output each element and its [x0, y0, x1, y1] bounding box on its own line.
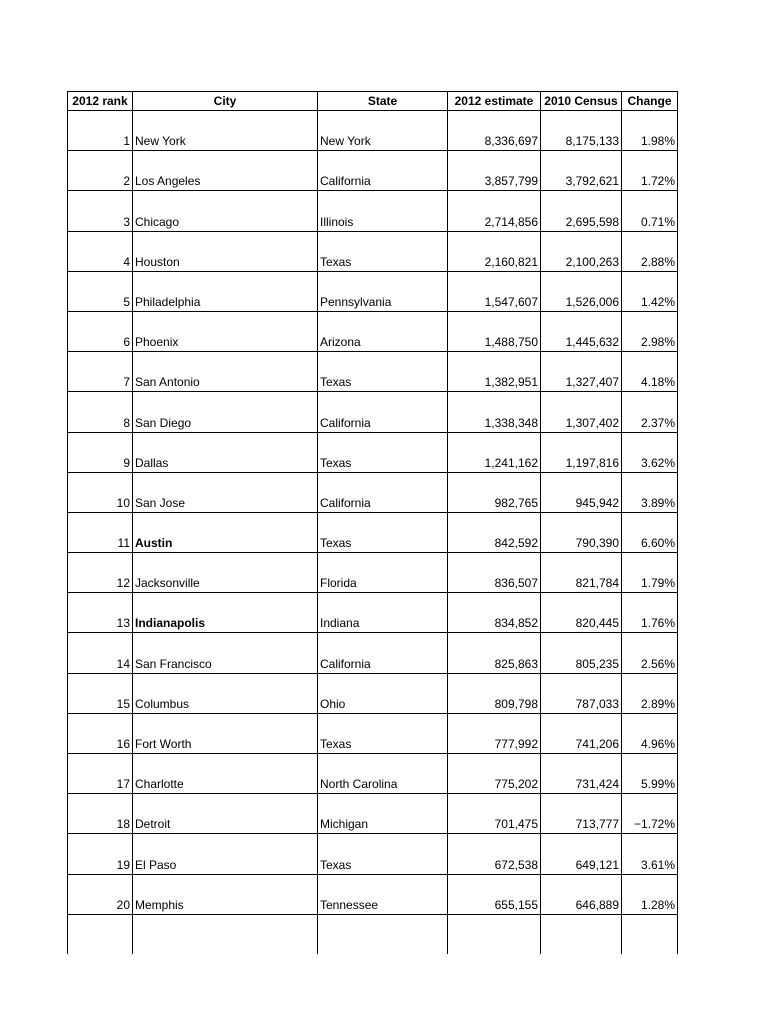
empty-cell	[448, 914, 541, 954]
change-cell: 2.89%	[622, 673, 678, 713]
table-row	[68, 794, 678, 834]
rank-cell: 3	[68, 191, 133, 231]
change-cell: 4.96%	[622, 713, 678, 753]
state-cell: Florida	[318, 553, 448, 593]
rank-cell: 12	[68, 553, 133, 593]
table-row	[68, 633, 678, 673]
census-2010-cell: 3,792,621	[541, 151, 622, 191]
state-cell: Arizona	[318, 311, 448, 351]
empty-cell	[68, 914, 133, 954]
change-cell: 5.99%	[622, 754, 678, 794]
change-cell: −1.72%	[622, 794, 678, 834]
rank-cell: 9	[68, 432, 133, 472]
estimate-2012-cell: 836,507	[448, 553, 541, 593]
table-row	[68, 673, 678, 713]
change-cell: 4.18%	[622, 352, 678, 392]
city-cell: Columbus	[133, 673, 318, 713]
city-cell: Jacksonville	[133, 553, 318, 593]
table-row	[68, 311, 678, 351]
city-cell: Phoenix	[133, 311, 318, 351]
state-cell: Texas	[318, 432, 448, 472]
change-cell: 3.61%	[622, 834, 678, 874]
census-2010-cell: 787,033	[541, 673, 622, 713]
table-row	[68, 191, 678, 231]
estimate-2012-cell: 1,241,162	[448, 432, 541, 472]
rank-cell: 13	[68, 593, 133, 633]
header-row	[68, 92, 678, 111]
estimate-2012-cell: 672,538	[448, 834, 541, 874]
table-row	[68, 432, 678, 472]
state-cell: Texas	[318, 352, 448, 392]
census-2010-cell: 646,889	[541, 874, 622, 914]
change-cell: 1.28%	[622, 874, 678, 914]
header-estimate-2012: 2012 estimate	[448, 92, 541, 111]
rank-cell: 5	[68, 271, 133, 311]
change-cell: 0.71%	[622, 191, 678, 231]
change-cell: 6.60%	[622, 512, 678, 552]
census-2010-cell: 821,784	[541, 553, 622, 593]
rank-cell: 2	[68, 151, 133, 191]
city-cell: New York	[133, 111, 318, 151]
census-2010-cell: 2,100,263	[541, 231, 622, 271]
city-cell: San Diego	[133, 392, 318, 432]
table-row	[68, 512, 678, 552]
census-2010-cell: 805,235	[541, 633, 622, 673]
state-cell: California	[318, 633, 448, 673]
city-cell: Philadelphia	[133, 271, 318, 311]
table-row	[68, 151, 678, 191]
city-cell: Dallas	[133, 432, 318, 472]
estimate-2012-cell: 655,155	[448, 874, 541, 914]
city-cell: Indianapolis	[133, 593, 318, 633]
change-cell: 2.98%	[622, 311, 678, 351]
estimate-2012-cell: 825,863	[448, 633, 541, 673]
state-cell: North Carolina	[318, 754, 448, 794]
header-census-2010: 2010 Census	[541, 92, 622, 111]
estimate-2012-cell: 3,857,799	[448, 151, 541, 191]
estimate-2012-cell: 1,382,951	[448, 352, 541, 392]
change-cell: 3.89%	[622, 472, 678, 512]
state-cell: California	[318, 151, 448, 191]
header-city: City	[133, 92, 318, 111]
spreadsheet-page	[67, 91, 677, 954]
city-cell: Austin	[133, 512, 318, 552]
census-2010-cell: 820,445	[541, 593, 622, 633]
census-2010-cell: 741,206	[541, 713, 622, 753]
table-row	[68, 593, 678, 633]
city-cell: San Jose	[133, 472, 318, 512]
change-cell: 1.76%	[622, 593, 678, 633]
state-cell: New York	[318, 111, 448, 151]
estimate-2012-cell: 775,202	[448, 754, 541, 794]
state-cell: California	[318, 472, 448, 512]
state-cell: Ohio	[318, 673, 448, 713]
table-row	[68, 392, 678, 432]
change-cell: 3.62%	[622, 432, 678, 472]
census-2010-cell: 649,121	[541, 834, 622, 874]
rank-cell: 8	[68, 392, 133, 432]
census-2010-cell: 1,307,402	[541, 392, 622, 432]
estimate-2012-cell: 1,488,750	[448, 311, 541, 351]
state-cell: Indiana	[318, 593, 448, 633]
empty-cell	[318, 914, 448, 954]
empty-table-row	[68, 914, 678, 954]
rank-cell: 1	[68, 111, 133, 151]
census-2010-cell: 8,175,133	[541, 111, 622, 151]
estimate-2012-cell: 842,592	[448, 512, 541, 552]
city-cell: Chicago	[133, 191, 318, 231]
census-2010-cell: 1,526,006	[541, 271, 622, 311]
census-2010-cell: 790,390	[541, 512, 622, 552]
header-rank: 2012 rank	[68, 92, 133, 111]
rank-cell: 17	[68, 754, 133, 794]
state-cell: Illinois	[318, 191, 448, 231]
rank-cell: 15	[68, 673, 133, 713]
census-2010-cell: 1,197,816	[541, 432, 622, 472]
rank-cell: 4	[68, 231, 133, 271]
city-cell: San Antonio	[133, 352, 318, 392]
state-cell: Michigan	[318, 794, 448, 834]
state-cell: Texas	[318, 834, 448, 874]
change-cell: 1.72%	[622, 151, 678, 191]
census-2010-cell: 713,777	[541, 794, 622, 834]
header-state: State	[318, 92, 448, 111]
table-row	[68, 713, 678, 753]
empty-cell	[622, 914, 678, 954]
estimate-2012-cell: 2,160,821	[448, 231, 541, 271]
census-2010-cell: 945,942	[541, 472, 622, 512]
rank-cell: 20	[68, 874, 133, 914]
city-cell: Houston	[133, 231, 318, 271]
table-row	[68, 553, 678, 593]
state-cell: Pennsylvania	[318, 271, 448, 311]
city-cell: Los Angeles	[133, 151, 318, 191]
state-cell: Texas	[318, 512, 448, 552]
rank-cell: 10	[68, 472, 133, 512]
change-cell: 2.37%	[622, 392, 678, 432]
table-row	[68, 352, 678, 392]
estimate-2012-cell: 1,338,348	[448, 392, 541, 432]
population-table	[67, 91, 678, 954]
estimate-2012-cell: 834,852	[448, 593, 541, 633]
empty-cell	[133, 914, 318, 954]
city-cell: Charlotte	[133, 754, 318, 794]
table-row	[68, 834, 678, 874]
estimate-2012-cell: 2,714,856	[448, 191, 541, 231]
rank-cell: 7	[68, 352, 133, 392]
state-cell: California	[318, 392, 448, 432]
city-cell: Detroit	[133, 794, 318, 834]
estimate-2012-cell: 777,992	[448, 713, 541, 753]
estimate-2012-cell: 982,765	[448, 472, 541, 512]
change-cell: 1.42%	[622, 271, 678, 311]
rank-cell: 19	[68, 834, 133, 874]
table-row	[68, 271, 678, 311]
estimate-2012-cell: 8,336,697	[448, 111, 541, 151]
census-2010-cell: 1,445,632	[541, 311, 622, 351]
rank-cell: 14	[68, 633, 133, 673]
census-2010-cell: 1,327,407	[541, 352, 622, 392]
rank-cell: 6	[68, 311, 133, 351]
header-change: Change	[622, 92, 678, 111]
rank-cell: 16	[68, 713, 133, 753]
table-row	[68, 874, 678, 914]
city-cell: Fort Worth	[133, 713, 318, 753]
estimate-2012-cell: 809,798	[448, 673, 541, 713]
city-cell: Memphis	[133, 874, 318, 914]
table-row	[68, 231, 678, 271]
census-2010-cell: 731,424	[541, 754, 622, 794]
table-row	[68, 111, 678, 151]
table-row	[68, 472, 678, 512]
change-cell: 1.98%	[622, 111, 678, 151]
estimate-2012-cell: 701,475	[448, 794, 541, 834]
rank-cell: 18	[68, 794, 133, 834]
change-cell: 1.79%	[622, 553, 678, 593]
state-cell: Tennessee	[318, 874, 448, 914]
estimate-2012-cell: 1,547,607	[448, 271, 541, 311]
state-cell: Texas	[318, 231, 448, 271]
state-cell: Texas	[318, 713, 448, 753]
city-cell: San Francisco	[133, 633, 318, 673]
table-row	[68, 754, 678, 794]
empty-cell	[541, 914, 622, 954]
change-cell: 2.88%	[622, 231, 678, 271]
census-2010-cell: 2,695,598	[541, 191, 622, 231]
city-cell: El Paso	[133, 834, 318, 874]
change-cell: 2.56%	[622, 633, 678, 673]
rank-cell: 11	[68, 512, 133, 552]
